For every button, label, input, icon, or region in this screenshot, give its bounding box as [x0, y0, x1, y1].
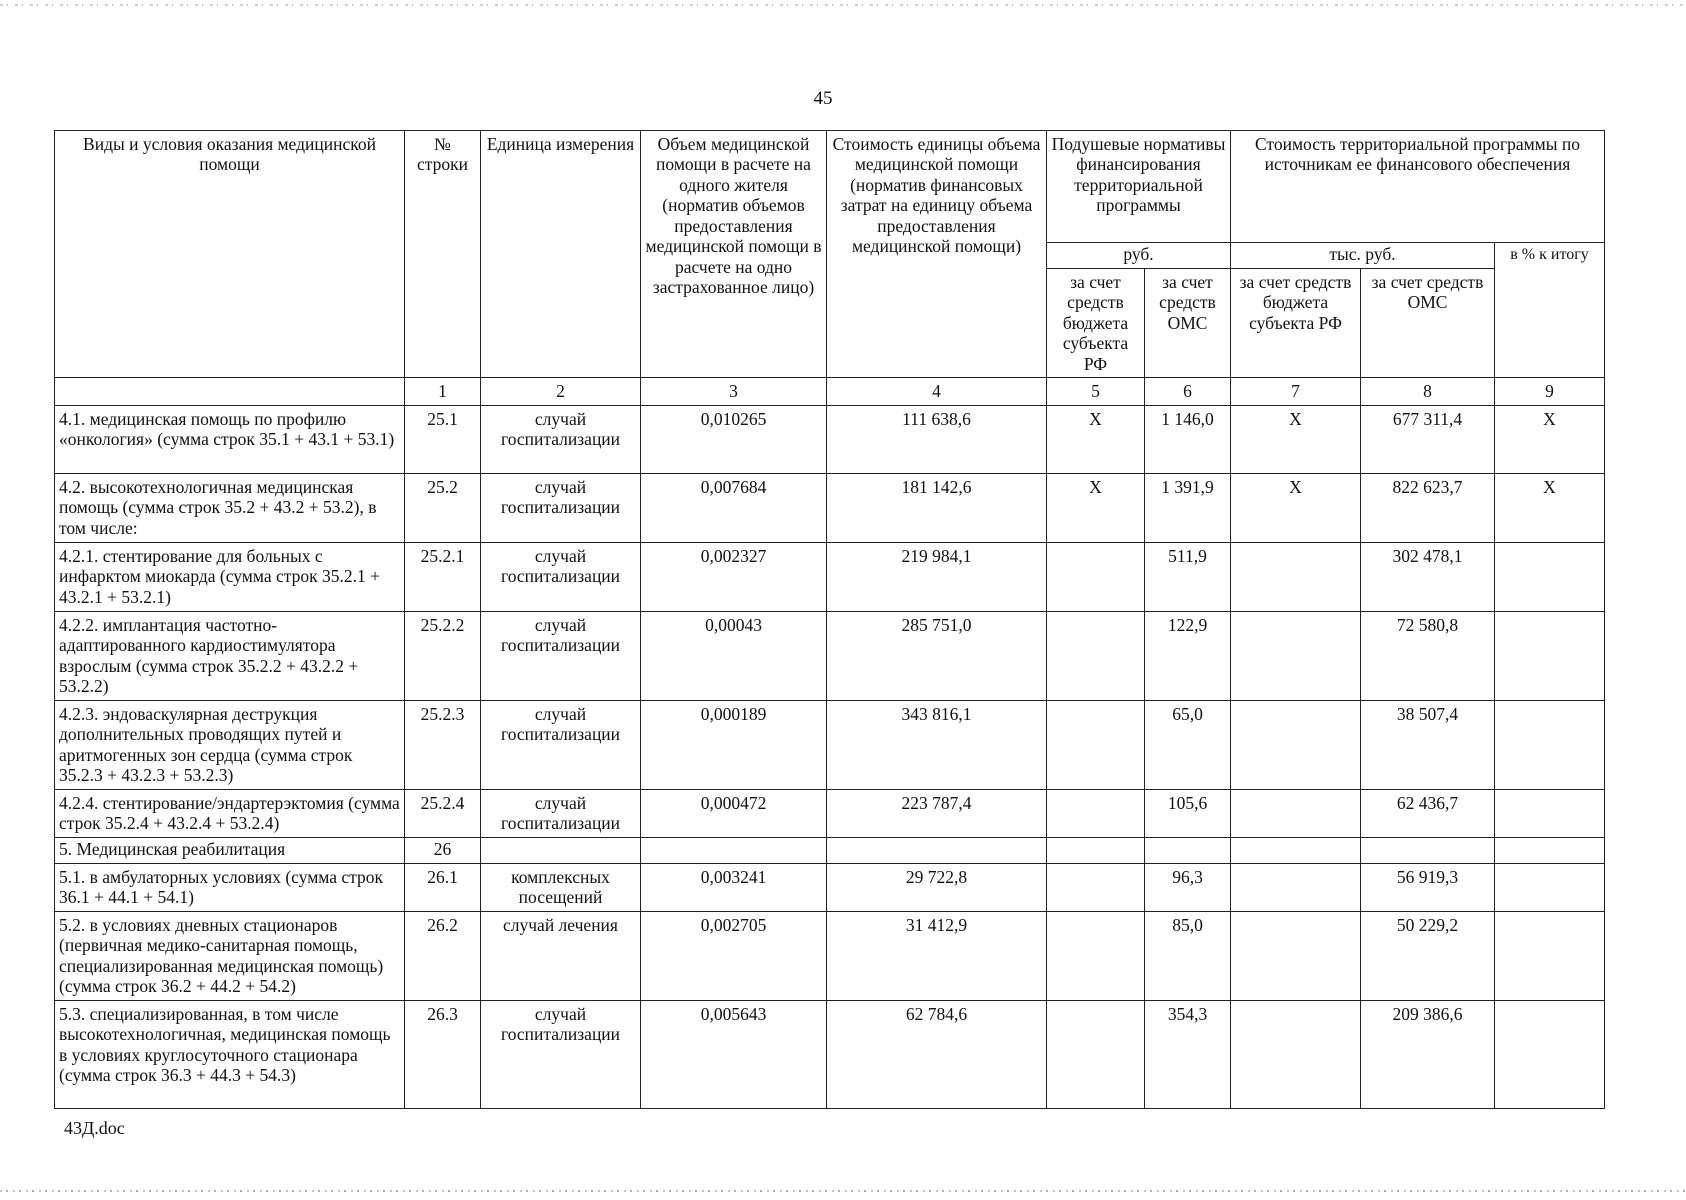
header-thous-rub: тыс. руб. — [1231, 243, 1495, 269]
row-name: 4.2.3. эндоваскулярная деструкция дополнительных проводящих путей и аритмогенных зон сердца (сумма строк 35.2.3 + 43.2.3 + 53.2.3) — [55, 700, 405, 789]
row-col5 — [1047, 911, 1145, 1000]
row-col9 — [1495, 911, 1605, 1000]
row-cost: 343 816,1 — [827, 700, 1047, 789]
header-pct-total: в % к итогу — [1495, 243, 1605, 378]
row-col8 — [1361, 837, 1495, 863]
row-col6: 1 146,0 — [1145, 405, 1231, 473]
row-unit — [481, 837, 641, 863]
col-number: 8 — [1361, 378, 1495, 405]
header-per-capita: Подушевые нормативы финансирования территориальной программы — [1047, 131, 1231, 243]
row-col6: 96,3 — [1145, 863, 1231, 911]
table-row — [55, 405, 1605, 473]
row-col5 — [1047, 863, 1145, 911]
row-col8: 677 311,4 — [1361, 405, 1495, 473]
row-number: 25.2.4 — [405, 789, 481, 837]
row-cost: 223 787,4 — [827, 789, 1047, 837]
page-number: 45 — [813, 88, 833, 109]
row-cost: 31 412,9 — [827, 911, 1047, 1000]
row-volume — [641, 837, 827, 863]
scan-edge-top — [0, 4, 1686, 6]
header-type: Виды и условия оказания медицинской помощи — [55, 131, 405, 378]
row-volume: 0,000189 — [641, 700, 827, 789]
financing-table — [54, 130, 1605, 1109]
row-unit: случай госпитализации — [481, 611, 641, 700]
col-number: 9 — [1495, 378, 1605, 405]
row-col8: 822 623,7 — [1361, 473, 1495, 542]
row-unit: случай госпитализации — [481, 700, 641, 789]
table-row — [55, 837, 1605, 863]
col-number: 4 — [827, 378, 1047, 405]
header-oms-8: за счет средств ОМС — [1361, 269, 1495, 378]
footer-filename: 43Д.doc — [64, 1118, 125, 1138]
row-name: 4.2.2. имплантация частотно-адаптированного кардиостимулятора взрослым (сумма строк 35.2.2 + 43.2.2 + 53.2.2) — [55, 611, 405, 700]
row-col9 — [1495, 1000, 1605, 1108]
row-cost: 285 751,0 — [827, 611, 1047, 700]
row-col6: 1 391,9 — [1145, 473, 1231, 542]
col-number — [55, 378, 405, 405]
row-cost: 219 984,1 — [827, 542, 1047, 611]
row-col5: Х — [1047, 473, 1145, 542]
table-row — [55, 1000, 1605, 1108]
row-col9: Х — [1495, 405, 1605, 473]
row-col8: 38 507,4 — [1361, 700, 1495, 789]
row-volume: 0,002705 — [641, 911, 827, 1000]
row-name: 5. Медицинская реабилитация — [55, 837, 405, 863]
header-unit: Единица измерения — [481, 131, 641, 378]
row-col8: 209 386,6 — [1361, 1000, 1495, 1108]
row-unit: случай лечения — [481, 911, 641, 1000]
row-col7 — [1231, 700, 1361, 789]
row-col7 — [1231, 611, 1361, 700]
row-cost: 111 638,6 — [827, 405, 1047, 473]
row-col9 — [1495, 837, 1605, 863]
row-col7: Х — [1231, 405, 1361, 473]
row-unit: случай госпитализации — [481, 789, 641, 837]
row-col5 — [1047, 1000, 1145, 1108]
table-row — [55, 789, 1605, 837]
table-row — [55, 611, 1605, 700]
row-name: 5.3. специализированная, в том числе высокотехнологичная, медицинская помощь в условиях круглосуточного стационара (сумма строк 36.3 + 44.3 + 54.3) — [55, 1000, 405, 1108]
row-col8: 302 478,1 — [1361, 542, 1495, 611]
col-number: 7 — [1231, 378, 1361, 405]
row-name: 4.2. высокотехнологичная медицинская помощь (сумма строк 35.2 + 43.2 + 53.2), в том числе: — [55, 473, 405, 542]
table-row — [55, 473, 1605, 542]
row-volume: 0,00043 — [641, 611, 827, 700]
header-budget-rf-5: за счет средств бюджета субъекта РФ — [1047, 269, 1145, 378]
header-oms-6: за счет средств ОМС — [1145, 269, 1231, 378]
row-col7 — [1231, 837, 1361, 863]
row-unit: случай госпитализации — [481, 405, 641, 473]
row-col7 — [1231, 789, 1361, 837]
row-col6: 105,6 — [1145, 789, 1231, 837]
row-col9: Х — [1495, 473, 1605, 542]
row-col8: 72 580,8 — [1361, 611, 1495, 700]
row-number: 26.2 — [405, 911, 481, 1000]
row-col9 — [1495, 700, 1605, 789]
row-col8: 56 919,3 — [1361, 863, 1495, 911]
header-row-no: № строки — [405, 131, 481, 378]
row-volume: 0,005643 — [641, 1000, 827, 1108]
row-col7: Х — [1231, 473, 1361, 542]
row-col6: 511,9 — [1145, 542, 1231, 611]
row-number: 26 — [405, 837, 481, 863]
col-number: 1 — [405, 378, 481, 405]
row-col9 — [1495, 542, 1605, 611]
row-col5 — [1047, 611, 1145, 700]
col-number: 3 — [641, 378, 827, 405]
row-number: 25.2.1 — [405, 542, 481, 611]
row-col7 — [1231, 911, 1361, 1000]
row-volume: 0,002327 — [641, 542, 827, 611]
row-unit: случай госпитализации — [481, 473, 641, 542]
row-col6: 354,3 — [1145, 1000, 1231, 1108]
row-col5 — [1047, 700, 1145, 789]
row-col5 — [1047, 837, 1145, 863]
row-col5 — [1047, 789, 1145, 837]
row-col7 — [1231, 1000, 1361, 1108]
row-col8: 50 229,2 — [1361, 911, 1495, 1000]
header-budget-rf-7: за счет средств бюджета субъекта РФ — [1231, 269, 1361, 378]
row-col6: 85,0 — [1145, 911, 1231, 1000]
row-col9 — [1495, 789, 1605, 837]
row-col9 — [1495, 863, 1605, 911]
row-volume: 0,000472 — [641, 789, 827, 837]
row-col7 — [1231, 863, 1361, 911]
row-col5: Х — [1047, 405, 1145, 473]
row-col5 — [1047, 542, 1145, 611]
row-name: 4.2.4. стентирование/эндартерэктомия (сумма строк 35.2.4 + 43.2.4 + 53.2.4) — [55, 789, 405, 837]
row-name: 5.1. в амбулаторных условиях (сумма строк 36.1 + 44.1 + 54.1) — [55, 863, 405, 911]
row-name: 5.2. в условиях дневных стационаров (первичная медико-санитарная помощь, специализированная медицинская помощь) (сумма строк 36.2 + 44.2 + 54.2) — [55, 911, 405, 1000]
header-rub: руб. — [1047, 243, 1231, 269]
row-number: 25.2 — [405, 473, 481, 542]
row-number: 26.3 — [405, 1000, 481, 1108]
row-number: 25.2.2 — [405, 611, 481, 700]
column-number-row — [55, 378, 1605, 405]
row-name: 4.1. медицинская помощь по профилю «онкология» (сумма строк 35.1 + 43.1 + 53.1) — [55, 405, 405, 473]
row-col9 — [1495, 611, 1605, 700]
table-row — [55, 700, 1605, 789]
row-cost: 181 142,6 — [827, 473, 1047, 542]
row-col6: 122,9 — [1145, 611, 1231, 700]
row-number: 25.1 — [405, 405, 481, 473]
row-cost: 62 784,6 — [827, 1000, 1047, 1108]
scan-edge-bottom — [0, 1190, 1686, 1192]
row-col7 — [1231, 542, 1361, 611]
row-col6 — [1145, 837, 1231, 863]
row-volume: 0,007684 — [641, 473, 827, 542]
row-number: 26.1 — [405, 863, 481, 911]
table-row — [55, 863, 1605, 911]
row-col8: 62 436,7 — [1361, 789, 1495, 837]
row-number: 25.2.3 — [405, 700, 481, 789]
table-row — [55, 911, 1605, 1000]
col-number: 5 — [1047, 378, 1145, 405]
row-cost: 29 722,8 — [827, 863, 1047, 911]
col-number: 2 — [481, 378, 641, 405]
col-number: 6 — [1145, 378, 1231, 405]
row-name: 4.2.1. стентирование для больных с инфарктом миокарда (сумма строк 35.2.1 + 43.2.1 + 53.2.1) — [55, 542, 405, 611]
header-volume: Объем медицинской помощи в расчете на одного жителя (норматив объемов предоставления медицинской помощи в расчете на одно застрахованное лицо) — [641, 131, 827, 378]
table-row — [55, 542, 1605, 611]
row-volume: 0,003241 — [641, 863, 827, 911]
row-col6: 65,0 — [1145, 700, 1231, 789]
header-cost: Стоимость единицы объема медицинской помощи (норматив финансовых затрат на единицу объема предоставления медицинской помощи) — [827, 131, 1047, 378]
row-volume: 0,010265 — [641, 405, 827, 473]
header-program-cost: Стоимость территориальной программы по источникам ее финансового обеспечения — [1231, 131, 1605, 243]
row-cost — [827, 837, 1047, 863]
row-unit: комплексных посещений — [481, 863, 641, 911]
row-unit: случай госпитализации — [481, 1000, 641, 1108]
row-unit: случай госпитализации — [481, 542, 641, 611]
